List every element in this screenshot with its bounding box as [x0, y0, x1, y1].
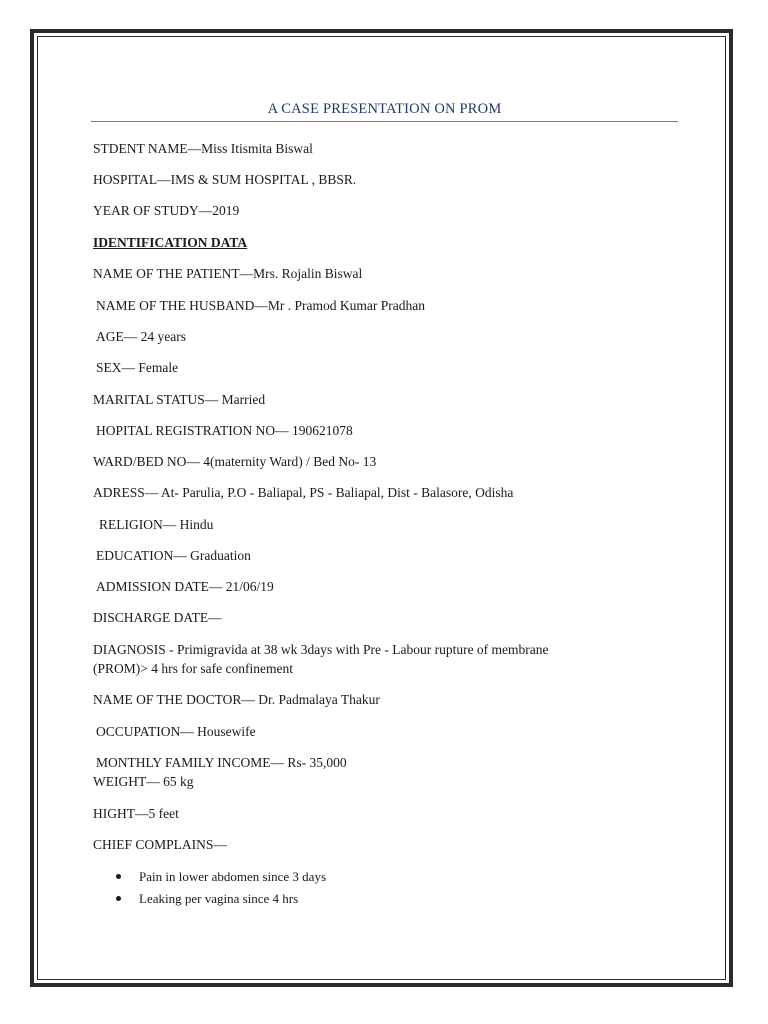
education-line: EDUCATION— Graduation	[96, 548, 251, 563]
bullet-icon	[116, 874, 121, 879]
age-line: AGE— 24 years	[96, 329, 186, 344]
weight-line: WEIGHT— 65 kg	[93, 774, 194, 789]
identification-heading: IDENTIFICATION DATA	[93, 235, 248, 250]
registration-number-line: HOPITAL REGISTRATION NO— 190621078	[96, 423, 353, 438]
doctor-line: NAME OF THE DOCTOR— Dr. Padmalaya Thakur	[93, 692, 380, 707]
occupation-line: OCCUPATION— Housewife	[96, 724, 256, 739]
title-underline	[91, 121, 678, 122]
chief-complaints-label: CHIEF COMPLAINS—	[93, 837, 227, 852]
complaint-item: Leaking per vagina since 4 hrs	[139, 891, 299, 906]
husband-name-line: NAME OF THE HUSBAND—Mr . Pramod Kumar Pradhan	[96, 298, 425, 313]
diagnosis-line-2: (PROM)> 4 hrs for safe confinement	[93, 661, 293, 676]
diagnosis-line-1: DIAGNOSIS - Primigravida at 38 wk 3days with Pre - Labour rupture of membrane	[93, 642, 549, 657]
religion-line: RELIGION— Hindu	[99, 517, 214, 532]
address-line: ADRESS— At- Parulia, P.O - Baliapal, PS - Baliapal, Dist - Balasore, Odisha	[93, 485, 514, 500]
year-of-study-line: YEAR OF STUDY—2019	[93, 203, 240, 218]
student-name-line: STDENT NAME—Miss Itismita Biswal	[93, 141, 313, 156]
admission-date-line: ADMISSION DATE— 21/06/19	[96, 579, 274, 594]
sex-line: SEX— Female	[96, 360, 179, 375]
complaint-item: Pain in lower abdomen since 3 days	[139, 869, 327, 884]
marital-status-line: MARITAL STATUS— Married	[93, 392, 266, 407]
document-title: A CASE PRESENTATION ON PROM	[267, 101, 502, 117]
diagnosis-block	[93, 640, 653, 678]
monthly-income-line: MONTHLY FAMILY INCOME— Rs- 35,000	[96, 755, 347, 770]
discharge-date-line: DISCHARGE DATE—	[93, 610, 222, 625]
patient-name-line: NAME OF THE PATIENT—Mrs. Rojalin Biswal	[93, 266, 363, 281]
hospital-line: HOSPITAL—IMS & SUM HOSPITAL , BBSR.	[93, 172, 357, 187]
ward-bed-line: WARD/BED NO— 4(maternity Ward) / Bed No- 13	[93, 454, 377, 469]
bullet-icon	[116, 896, 121, 901]
height-line: HIGHT—5 feet	[93, 806, 179, 821]
